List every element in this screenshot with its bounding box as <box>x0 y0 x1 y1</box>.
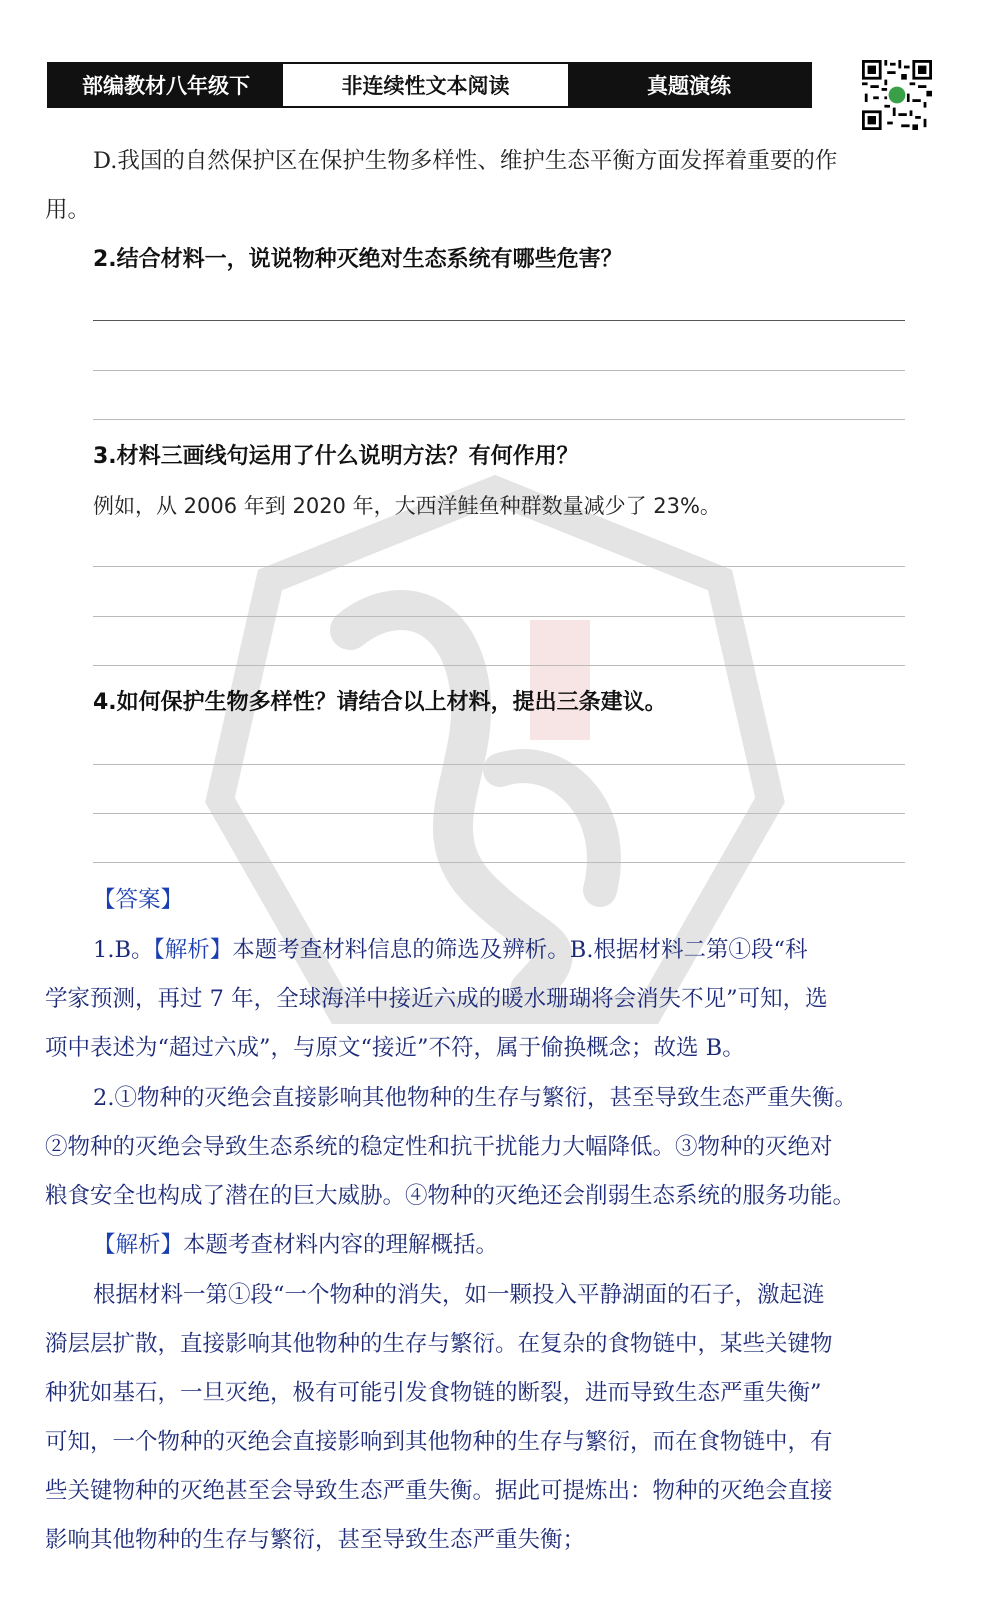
answer-line <box>93 320 905 321</box>
analysis-tag: 【解析】 <box>93 1232 184 1258</box>
answer-line <box>93 419 905 420</box>
question-4: 4.如何保护生物多样性？请结合以上材料，提出三条建议。 <box>93 690 667 715</box>
answer-1-text: 本题考查材料信息的筛选及辨析。B.根据材料二第①段“科 <box>232 937 808 963</box>
analysis-paragraph-line-6: 影响其他物种的生存与繁衍，甚至导致生态严重失衡； <box>45 1527 586 1553</box>
worksheet-header <box>47 62 812 108</box>
answer-1-line-1 <box>93 935 943 965</box>
analysis-paragraph-line-3: 种犹如基石，一旦灭绝，极有可能引发食物链的断裂，进而导致生态严重失衡” <box>45 1380 822 1406</box>
answer-2-line-3: 粮食安全也构成了潜在的巨大威胁。④物种的灭绝还会削弱生态系统的服务功能。 <box>45 1183 856 1209</box>
answer-line <box>93 566 905 567</box>
answer-2-analysis <box>93 1230 943 1260</box>
option-d-line-2: 用。 <box>45 197 91 223</box>
watermark-seal <box>200 470 790 1070</box>
option-d-line-1: D.我国的自然保护区在保护生物多样性、维护生态平衡方面发挥着重要的作 <box>93 148 838 174</box>
analysis-text: 本题考查材料内容的理解概括。 <box>183 1232 499 1258</box>
answer-line <box>93 813 905 814</box>
analysis-tag: 【解析】 <box>153 937 233 963</box>
answer-line <box>93 370 905 371</box>
analysis-paragraph-line-5: 些关键物种的灭绝甚至会导致生态严重失衡。据此可提炼出：物种的灭绝会直接 <box>45 1478 833 1504</box>
answer-1-line-3: 项中表述为“超过六成”，与原文“接近”不符，属于偷换概念；故选 B。 <box>45 1035 745 1061</box>
answer-line <box>93 764 905 765</box>
answer-2-line-1: 2.①物种的灭绝会直接影响其他物种的生存与繁衍，甚至导致生态严重失衡。 <box>93 1085 857 1111</box>
answer-line <box>93 665 905 666</box>
qr-code-icon <box>862 60 932 130</box>
analysis-paragraph-line-1: 根据材料一第①段“一个物种的消失，如一颗投入平静湖面的石子，激起涟 <box>93 1282 825 1308</box>
analysis-paragraph-line-4: 可知，一个物种的灭绝会直接影响到其他物种的生存与繁衍，而在食物链中，有 <box>45 1429 833 1455</box>
answer-1-line-2: 学家预测，再过 7 年，全球海洋中接近六成的暖水珊瑚将会消失不见”可知，选 <box>45 986 828 1012</box>
header-grade-label: 部编教材八年级下 <box>49 64 283 106</box>
analysis-paragraph-line-2: 漪层层扩散，直接影响其他物种的生存与繁衍。在复杂的食物链中，某些关键物 <box>45 1331 833 1357</box>
question-2: 2.结合材料一，说说物种灭绝对生态系统有哪些危害？ <box>93 247 623 272</box>
answer-1-number: 1.B。 <box>93 937 154 963</box>
answer-line <box>93 862 905 863</box>
header-section-label: 真题演练 <box>568 64 810 106</box>
question-3: 3.材料三画线句运用了什么说明方法？有何作用？ <box>93 444 579 469</box>
header-topic-label: 非连续性文本阅读 <box>283 64 568 106</box>
question-3-example: 例如，从 2006 年到 2020 年，大西洋鲑鱼种群数量减少了 23%。 <box>93 494 721 518</box>
answer-heading: 【答案】 <box>93 887 184 913</box>
answer-line <box>93 616 905 617</box>
answer-2-line-2: ②物种的灭绝会导致生态系统的稳定性和抗干扰能力大幅降低。③物种的灭绝对 <box>45 1134 833 1160</box>
